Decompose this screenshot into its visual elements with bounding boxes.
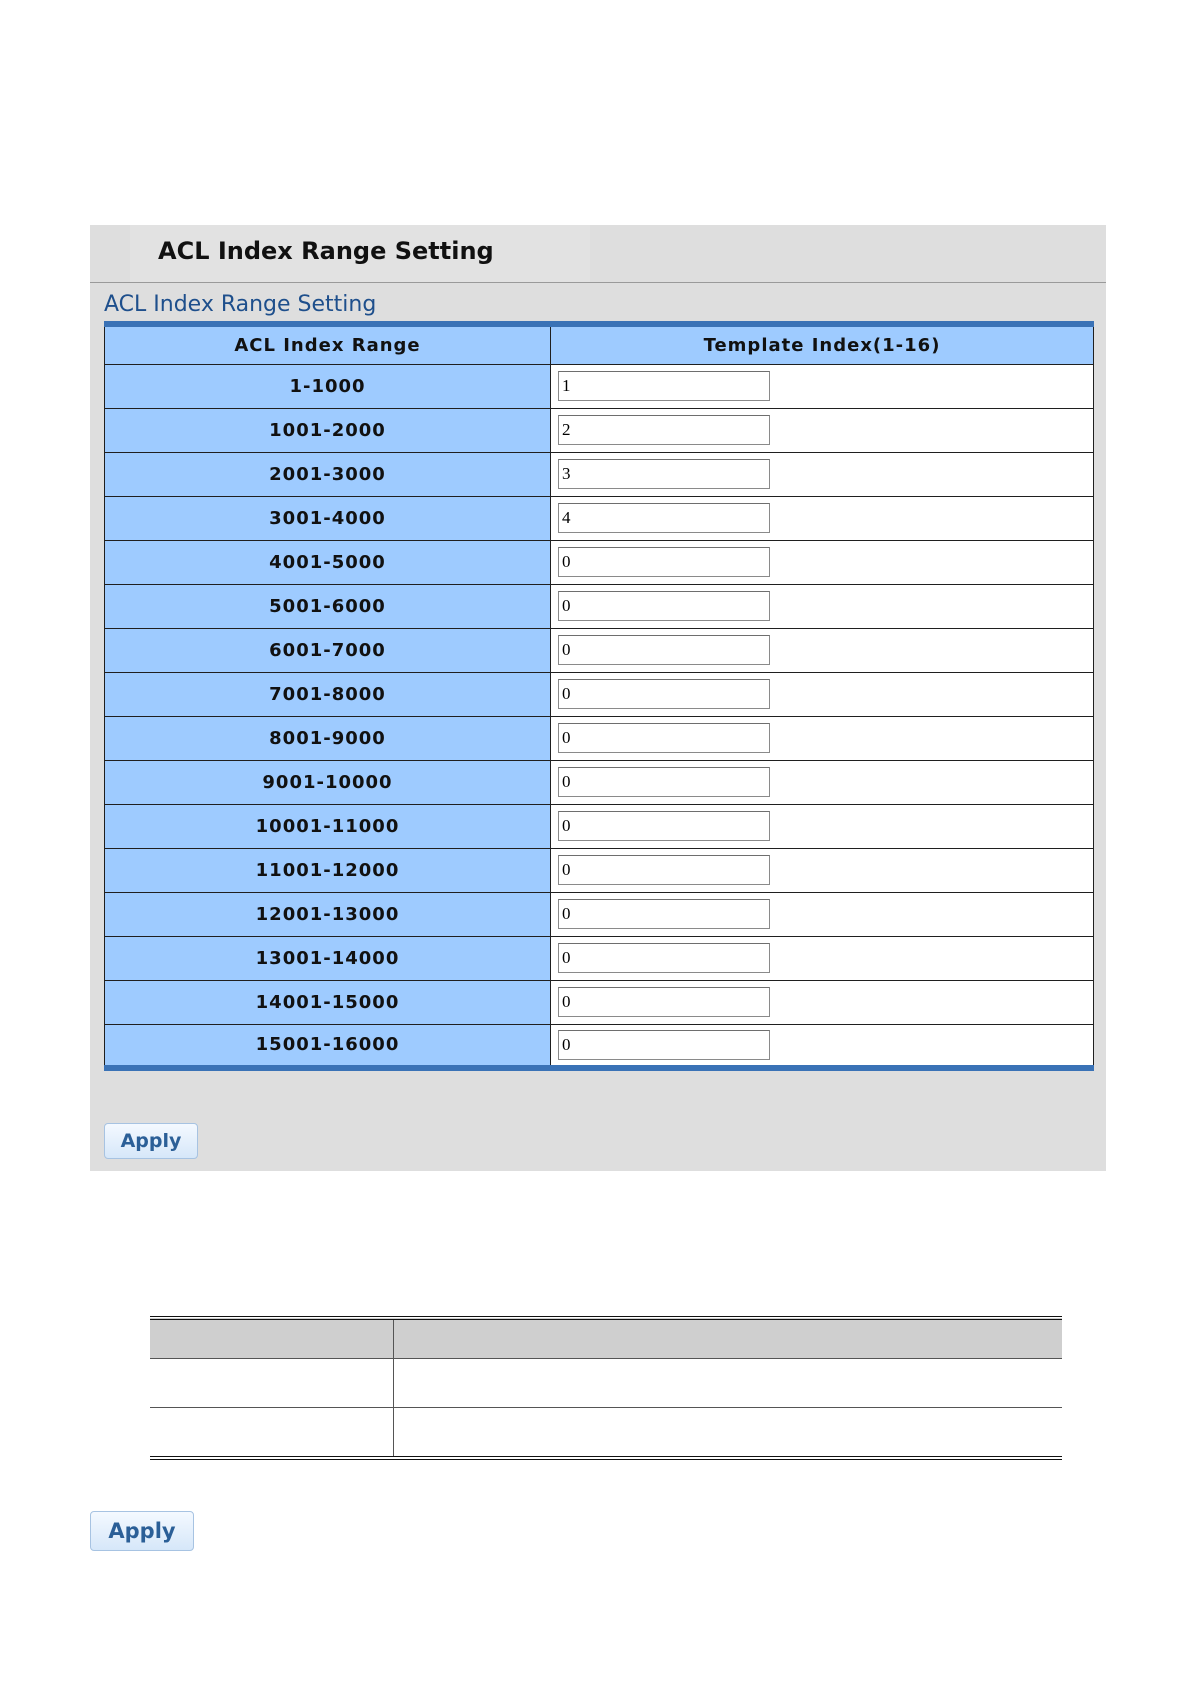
- acl-index-range-cell: 13001-14000: [105, 936, 551, 980]
- template-index-input[interactable]: [558, 679, 770, 709]
- template-index-input[interactable]: [558, 899, 770, 929]
- panel-tab-title: ACL Index Range Setting: [130, 225, 590, 282]
- table-row: [105, 408, 1094, 452]
- template-index-input[interactable]: [558, 459, 770, 489]
- template-index-input[interactable]: [558, 723, 770, 753]
- table-header-row: [105, 324, 1094, 364]
- table-row: [105, 364, 1094, 408]
- table-row: [105, 584, 1094, 628]
- table-row: [150, 1359, 1062, 1408]
- table-row: [105, 760, 1094, 804]
- description-header-row: [150, 1318, 1062, 1359]
- acl-table-body: [105, 364, 1094, 1068]
- acl-index-range-cell: 10001-11000: [105, 804, 551, 848]
- template-index-cell: [551, 540, 1094, 584]
- apply-button[interactable]: Apply: [104, 1123, 198, 1159]
- template-index-cell: [551, 496, 1094, 540]
- template-index-input[interactable]: [558, 855, 770, 885]
- table-row: [105, 716, 1094, 760]
- acl-index-range-cell: 11001-12000: [105, 848, 551, 892]
- table-row: [105, 672, 1094, 716]
- table-row: [105, 936, 1094, 980]
- acl-index-range-cell: 14001-15000: [105, 980, 551, 1024]
- template-index-cell: [551, 672, 1094, 716]
- template-index-input[interactable]: [558, 811, 770, 841]
- template-index-cell: [551, 716, 1094, 760]
- template-index-input[interactable]: [558, 943, 770, 973]
- apply-button-doc[interactable]: Apply: [90, 1511, 194, 1551]
- acl-index-range-cell: 5001-6000: [105, 584, 551, 628]
- table-row: [105, 980, 1094, 1024]
- acl-index-range-panel: [90, 225, 1106, 1171]
- template-index-cell: [551, 936, 1094, 980]
- acl-index-range-cell: 9001-10000: [105, 760, 551, 804]
- table-row: [105, 540, 1094, 584]
- acl-index-range-cell: 4001-5000: [105, 540, 551, 584]
- template-index-input[interactable]: [558, 591, 770, 621]
- acl-index-range-cell: 6001-7000: [105, 628, 551, 672]
- table-row: [105, 496, 1094, 540]
- description-cell-object: [150, 1359, 394, 1408]
- column-header-template-index: Template Index(1-16): [551, 324, 1094, 364]
- template-index-cell: [551, 1024, 1094, 1068]
- template-index-cell: [551, 760, 1094, 804]
- template-index-cell: [551, 364, 1094, 408]
- template-index-input[interactable]: [558, 371, 770, 401]
- template-index-cell: [551, 804, 1094, 848]
- acl-index-range-cell: 1-1000: [105, 364, 551, 408]
- acl-index-range-cell: 7001-8000: [105, 672, 551, 716]
- table-row: [105, 892, 1094, 936]
- template-index-cell: [551, 628, 1094, 672]
- acl-index-range-cell: 12001-13000: [105, 892, 551, 936]
- table-row: [105, 628, 1094, 672]
- table-row: [105, 452, 1094, 496]
- description-cell-object: [150, 1408, 394, 1459]
- template-index-input[interactable]: [558, 1030, 770, 1060]
- template-index-cell: [551, 980, 1094, 1024]
- acl-index-range-cell: 1001-2000: [105, 408, 551, 452]
- template-index-input[interactable]: [558, 547, 770, 577]
- template-index-input[interactable]: [558, 635, 770, 665]
- section-title: ACL Index Range Setting: [104, 292, 377, 317]
- template-index-input[interactable]: [558, 767, 770, 797]
- template-index-cell: [551, 584, 1094, 628]
- panel-header: [90, 225, 1106, 283]
- table-row: [105, 1024, 1094, 1068]
- acl-index-range-cell: 8001-9000: [105, 716, 551, 760]
- template-index-cell: [551, 452, 1094, 496]
- table-row: [105, 848, 1094, 892]
- template-index-cell: [551, 848, 1094, 892]
- column-header-acl-index-range: ACL Index Range: [105, 324, 551, 364]
- description-header-object: [150, 1318, 394, 1359]
- acl-index-range-cell: 3001-4000: [105, 496, 551, 540]
- table-row: [150, 1408, 1062, 1459]
- acl-index-range-table: [104, 321, 1094, 1071]
- table-row: [105, 804, 1094, 848]
- template-index-input[interactable]: [558, 987, 770, 1017]
- template-index-cell: [551, 408, 1094, 452]
- description-table: [150, 1316, 1062, 1460]
- acl-index-range-cell: 2001-3000: [105, 452, 551, 496]
- description-cell-text: [394, 1408, 1063, 1459]
- template-index-cell: [551, 892, 1094, 936]
- template-index-input[interactable]: [558, 415, 770, 445]
- template-index-input[interactable]: [558, 503, 770, 533]
- description-cell-text: [394, 1359, 1063, 1408]
- description-header-description: [394, 1318, 1063, 1359]
- acl-index-range-cell: 15001-16000: [105, 1024, 551, 1068]
